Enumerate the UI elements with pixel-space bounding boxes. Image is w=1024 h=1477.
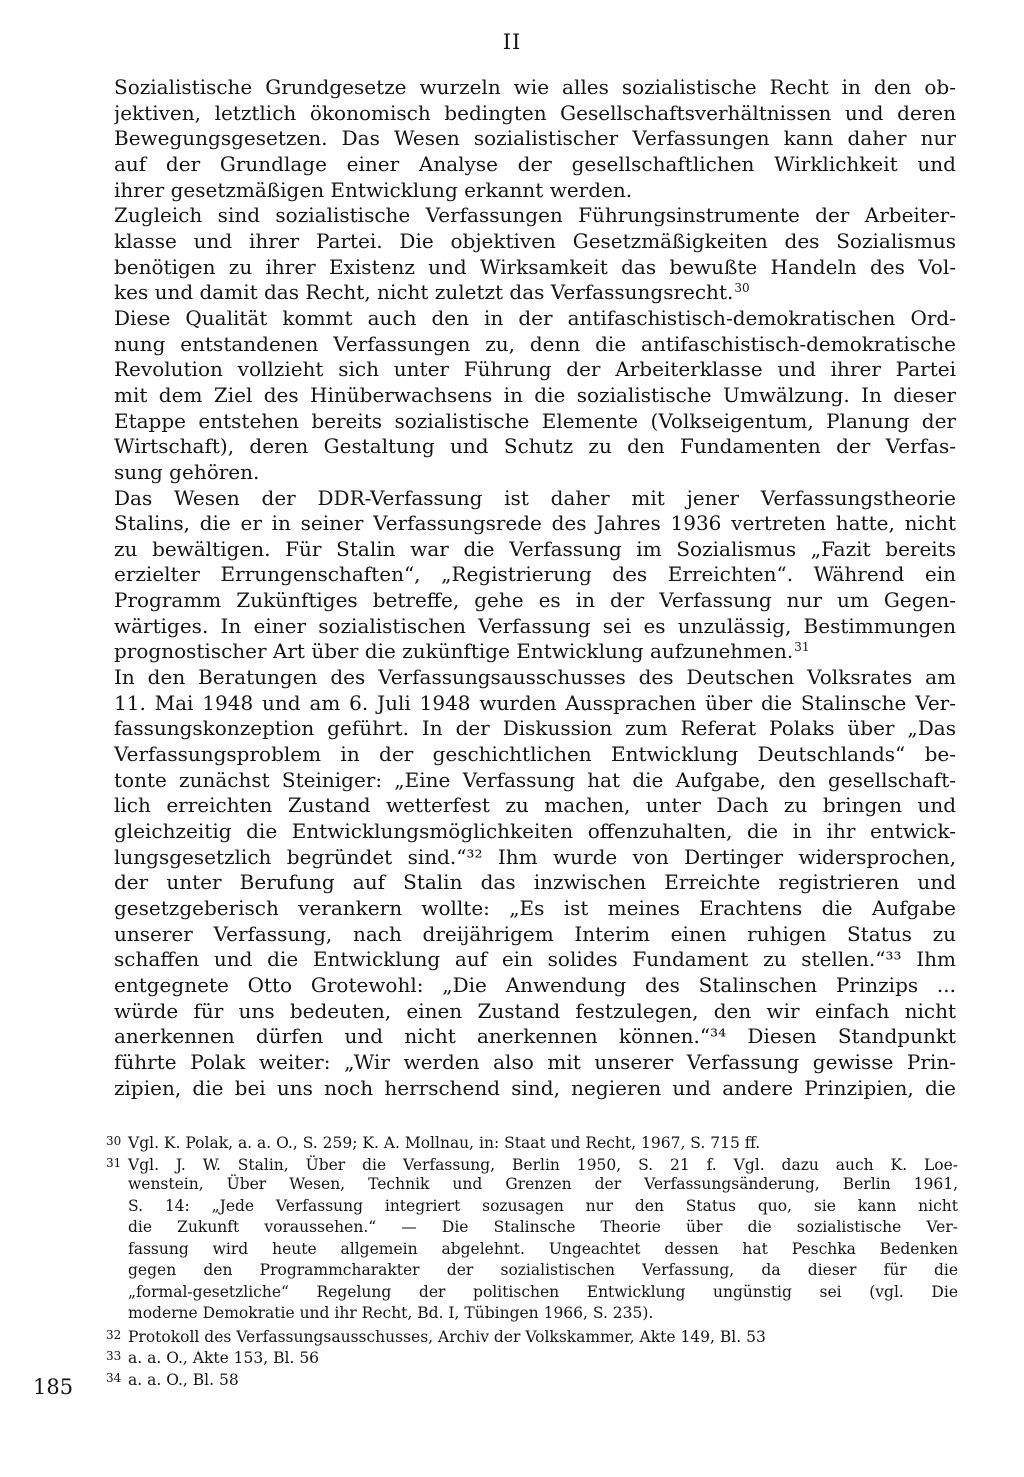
text-line-content: zu bewältigen. Für Stalin war die Verfassung im Sozialismus „Fazit bereits xyxy=(114,536,956,561)
text-line xyxy=(114,511,956,537)
text-line xyxy=(114,537,956,563)
text-line-content: Programm Zukünftiges betreffe, gehe es in der Verfassung nur um Gegen- xyxy=(114,588,956,613)
footnote-line xyxy=(106,1260,958,1282)
section-header: II xyxy=(502,30,522,54)
text-line-content: lungsgesetzlich begründet sind.“³² Ihm wurde von Dertinger widersprochen, xyxy=(114,844,956,869)
text-line xyxy=(114,665,956,691)
text-line-content: Wirtschaft), deren Gestaltung und Schutz zu den Fundamenten der Verfas- xyxy=(114,434,956,459)
text-line xyxy=(114,896,956,922)
text-line xyxy=(114,588,956,614)
text-line-content: nung entstandenen Verfassungen zu, denn die antifaschistisch-demokratische xyxy=(114,331,956,356)
text-line xyxy=(114,742,956,768)
text-line xyxy=(114,280,956,306)
text-line xyxy=(114,716,956,742)
text-line xyxy=(114,639,956,665)
footnote-line xyxy=(106,1217,958,1239)
text-line xyxy=(114,409,956,435)
text-line-content: kes und damit das Recht, nicht zuletzt das Verfassungsrecht. xyxy=(114,280,734,305)
footnote-text: Protokoll des Verfassungsausschusses, Archiv der Volkskammer, Akte 149, Bl. 53 xyxy=(128,1327,766,1346)
text-line-content: Revolution vollzieht sich unter Führung der Arbeiterklasse und ihrer Partei xyxy=(114,357,956,382)
footnote-text: die Zukunft voraussehen.“ — Die Stalinsche Theorie über die sozialistische Ver- xyxy=(128,1218,958,1236)
footnote-text: Vgl. K. Polak, a. a. O., S. 259; K. A. Mollnau, in: Staat und Recht, 1967, S. 715 ff. xyxy=(128,1134,761,1152)
text-line-content: entgegnete Otto Grotewohl: „Die Anwendung des Stalinschen Prinzips ... xyxy=(114,972,956,997)
footnote-number: 30 xyxy=(106,1134,122,1148)
footnote-text: S. 14: „Jede Verfassung integriert sozusagen nur den Status quo, sie kann nicht xyxy=(128,1196,958,1215)
text-line-content: Verfassungsproblem in der geschichtlichen Entwicklung Deutschlands“ be- xyxy=(114,742,956,767)
footnote-line xyxy=(106,1131,958,1153)
text-line-content: tonte zunächst Steiniger: „Eine Verfassung hat die Aufgabe, den gesellschaft- xyxy=(114,767,956,792)
text-line-content: wärtiges. In einer sozialistischen Verfassung sei es unzulässig, Bestimmungen xyxy=(114,613,956,638)
text-line xyxy=(114,973,956,999)
text-line xyxy=(114,486,956,512)
text-line xyxy=(114,255,956,281)
text-line-content: lich erreichten Zustand wetterfest zu machen, unter Dach zu bringen und xyxy=(114,793,956,818)
footnote-text: moderne Demokratie und ihr Recht, Bd. I, Tübingen 1966, S. 235). xyxy=(128,1304,654,1322)
footnote-ref: 30 xyxy=(734,281,750,296)
text-line-content: jektiven, letztlich ökonomisch bedingten Gesellschaftsverhältnissen und deren xyxy=(114,100,956,125)
text-line xyxy=(114,691,956,717)
text-line xyxy=(114,126,956,152)
text-line xyxy=(114,999,956,1025)
footnote-line xyxy=(106,1174,958,1196)
footnote-number: 32 xyxy=(106,1327,122,1342)
text-line-content: klasse und ihrer Partei. Die objektiven Gesetzmäßigkeiten des Sozialismus xyxy=(114,228,956,253)
footnote-number: 33 xyxy=(106,1349,122,1363)
text-line-content: gleichzeitig die Entwicklungsmöglichkeiten offenzuhalten, die in ihr entwick- xyxy=(114,819,956,844)
main-text xyxy=(114,75,956,1101)
text-line-content: Diese Qualität kommt auch den in der antifaschistisch-demokratischen Ord- xyxy=(114,305,956,330)
text-line-content: schaffen und die Entwicklung auf ein solides Fundament zu stellen.“³³ Ihm xyxy=(114,947,956,972)
text-line xyxy=(114,870,956,896)
text-line xyxy=(114,1076,956,1102)
footnote-line xyxy=(106,1303,958,1325)
text-line-content: führte Polak weiter: „Wir werden also mit unserer Verfassung gewisse Prin- xyxy=(114,1049,956,1074)
text-line-content: auf der Grundlage einer Analyse der gesellschaftlichen Wirklichkeit und xyxy=(114,151,956,176)
footnote-text: wenstein, Über Wesen, Technik und Grenzen der Verfassungsänderung, Berlin 1961, xyxy=(128,1175,958,1193)
text-line-content: benötigen zu ihrer Existenz und Wirksamkeit das bewußte Handeln des Vol- xyxy=(114,254,956,279)
text-line-content: In den Beratungen des Verfassungsausschusses des Deutschen Volksrates am xyxy=(114,665,956,690)
text-line-content: würde für uns bedeuten, einen Zustand festzulegen, den wir einfach nicht xyxy=(114,998,956,1023)
text-line-content: ihrer gesetzmäßigen Entwicklung erkannt werden. xyxy=(114,177,633,202)
footnote-line xyxy=(106,1325,958,1347)
text-line xyxy=(114,332,956,358)
text-line xyxy=(114,460,956,486)
text-line-content: sung gehören. xyxy=(114,459,260,484)
text-line-content: mit dem Ziel des Hinüberwachsens in die sozialistische Umwälzung. In dieser xyxy=(114,382,956,407)
footnote-text: „formal-gesetzliche“ Regelung der politischen Entwicklung ungünstig sei (vgl. Die xyxy=(128,1282,958,1301)
footnote-line xyxy=(106,1346,958,1368)
footnote-line xyxy=(106,1282,958,1304)
footnote-text: a. a. O., Bl. 58 xyxy=(128,1370,239,1389)
text-line xyxy=(114,947,956,973)
footnote-line xyxy=(106,1239,958,1261)
text-line-content: zipien, die bei uns noch herrschend sind, negieren und andere Prinzipien, die xyxy=(114,1075,956,1100)
footnote-number: 34 xyxy=(106,1370,122,1385)
text-line-content: Bewegungsgesetzen. Das Wesen sozialistischer Verfassungen kann daher nur xyxy=(114,126,956,151)
text-line-content: 11. Mai 1948 und am 6. Juli 1948 wurden Aussprachen über die Stalinsche Ver- xyxy=(114,690,956,715)
footnote-line xyxy=(106,1153,958,1175)
footnote-text: fassung wird heute allgemein abgelehnt. Ungeachtet dessen hat Peschka Bedenken xyxy=(128,1239,958,1258)
text-line xyxy=(114,178,956,204)
text-line-content: anerkennen dürfen und nicht anerkennen können.“³⁴ Diesen Standpunkt xyxy=(114,1024,956,1049)
text-line-content: prognostischer Art über die zukünftige Entwicklung aufzunehmen. xyxy=(114,639,794,664)
text-line-content: Etappe entstehen bereits sozialistische Elemente (Volkseigentum, Planung der xyxy=(114,408,956,433)
text-line xyxy=(114,75,956,101)
text-line xyxy=(114,383,956,409)
text-line-content: Das Wesen der DDR-Verfassung ist daher mit jener Verfassungstheorie xyxy=(114,485,956,510)
text-line-content: Stalins, die er in seiner Verfassungsrede des Jahres 1936 vertreten hatte, nicht xyxy=(114,511,956,536)
footnote-ref: 31 xyxy=(794,640,810,655)
text-line xyxy=(114,793,956,819)
page-number: 185 xyxy=(33,1375,74,1399)
text-line xyxy=(114,152,956,178)
text-line xyxy=(114,819,956,845)
text-line-content: unserer Verfassung, nach dreijährigem Interim einen ruhigen Status zu xyxy=(114,921,956,946)
text-line xyxy=(114,306,956,332)
footnote-text: gegen den Programmcharakter der sozialistischen Verfassung, da dieser für die xyxy=(128,1261,958,1279)
text-line-content: gesetzgeberisch verankern wollte: „Es ist meines Erachtens die Aufgabe xyxy=(114,896,956,920)
footnote-number: 31 xyxy=(106,1155,122,1170)
text-line xyxy=(114,1050,956,1076)
text-line xyxy=(114,203,956,229)
text-line xyxy=(114,845,956,871)
text-line xyxy=(114,434,956,460)
text-line xyxy=(114,357,956,383)
text-line-content: fassungskonzeption geführt. In der Diskussion zum Referat Polaks über „Das xyxy=(114,716,956,741)
text-line xyxy=(114,768,956,794)
footnotes xyxy=(106,1131,958,1389)
text-line xyxy=(114,1024,956,1050)
text-line xyxy=(114,922,956,948)
text-line-content: der unter Berufung auf Stalin das inzwischen Erreichte registrieren und xyxy=(114,870,956,895)
text-line-content: erzielter Errungenschaften“, „Registrierung des Erreichten“. Während ein xyxy=(114,562,956,587)
text-line xyxy=(114,614,956,640)
footnote-line xyxy=(106,1196,958,1218)
text-line xyxy=(114,562,956,588)
footnote-text: Vgl. J. W. Stalin, Über die Verfassung, Berlin 1950, S. 21 f. Vgl. dazu auch K. Loe- xyxy=(128,1155,958,1174)
footnote-text: a. a. O., Akte 153, Bl. 56 xyxy=(128,1349,320,1367)
text-line-content: Sozialistische Grundgesetze wurzeln wie alles sozialistische Recht in den ob- xyxy=(114,75,956,99)
text-line xyxy=(114,101,956,127)
text-line-content: Zugleich sind sozialistische Verfassungen Führungsinstrumente der Arbeiter- xyxy=(114,203,956,228)
footnote-line xyxy=(106,1368,958,1390)
text-line xyxy=(114,229,956,255)
